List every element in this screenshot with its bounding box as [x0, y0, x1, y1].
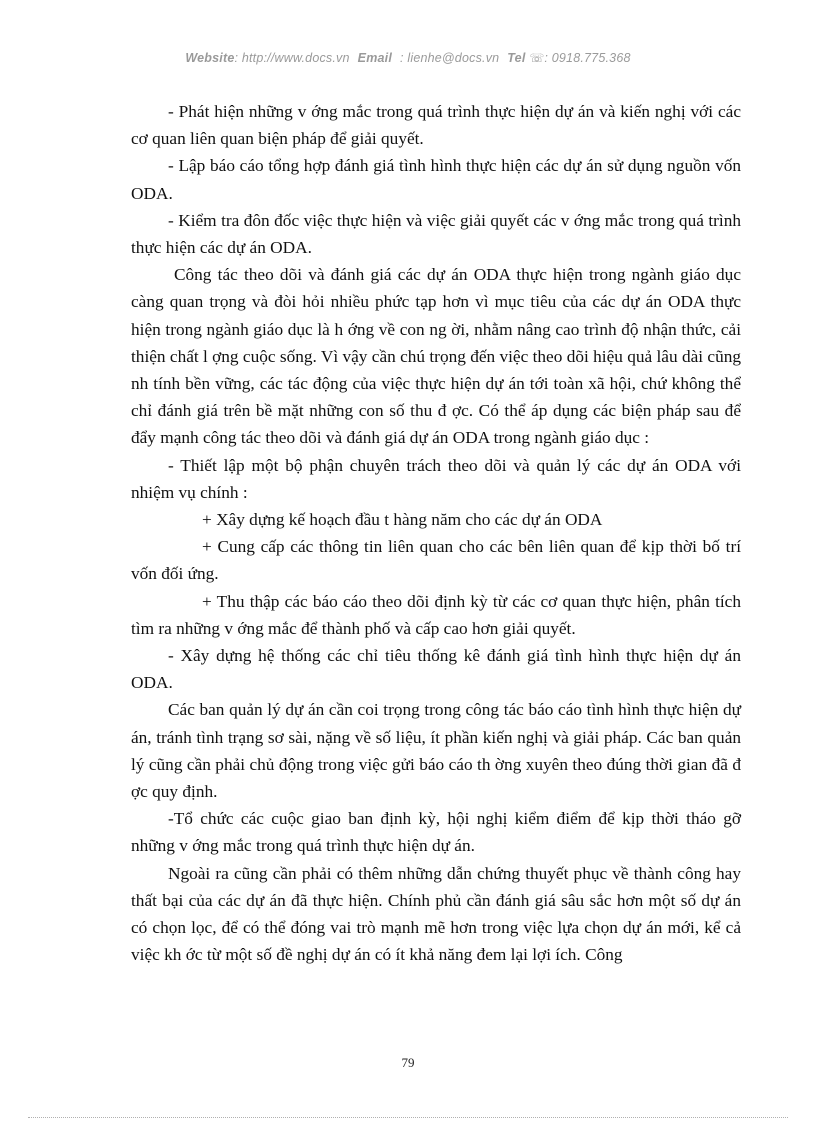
paragraph: + Thu thập các báo cáo theo dõi định kỳ từ các cơ quan thực hiện, phân tích tìm ra những v ớng mắc để thành phố và cấp cao hơn giải quyết.: [131, 591, 741, 638]
paragraph: + Cung cấp các thông tin liên quan cho các bên liên quan để kịp thời bố trí vốn đối ứng.: [131, 537, 741, 584]
paragraph: - Lập báo cáo tổng hợp đánh giá tình hình thực hiện các dự án sử dụng nguồn vốn ODA.: [131, 156, 741, 203]
email-label: Email: [357, 51, 393, 65]
paragraph: - Xây dựng hệ thống các chỉ tiêu thống kê đánh giá tình hình thực hiện dự án ODA.: [131, 646, 741, 693]
email-value: : lienhe@docs.vn: [400, 51, 500, 65]
paragraph: + Xây dựng kế hoạch đầu t hàng năm cho các dự án ODA: [202, 510, 603, 530]
paragraph: - Kiểm tra đôn đốc việc thực hiện và việc giải quyết các v ớng mắc trong quá trình thực hiện các dự án ODA.: [131, 210, 741, 258]
page-header: [0, 51, 816, 65]
document-body: [131, 98, 741, 969]
website-value: : http://www.docs.vn: [234, 51, 350, 65]
page-number: 79: [401, 1055, 415, 1070]
tel-label: Tel: [507, 51, 526, 65]
paragraph: - Phát hiện những v ớng mắc trong quá trình thực hiện dự án và kiến nghị với các cơ quan liên quan biện pháp để giải quyết.: [131, 102, 741, 149]
paragraph: -Tổ chức các cuộc giao ban định kỳ, hội nghị kiểm điểm để kịp thời tháo gỡ những v ớng mắc trong quá trình thực hiện dự án.: [131, 809, 741, 856]
footer-divider: [28, 1117, 788, 1118]
tel-value: : 0918.775.368: [544, 51, 631, 65]
paragraph: Ngoài ra cũng cần phải có thêm những dẫn chứng thuyết phục về thành công hay thất bại của các dự án đã thực hiện. Chính phủ cần đánh giá sâu sắc hơn một số dự án có chọn lọc, để có thể đóng vai trò mạnh mẽ hơn trong việc lựa chọn dự án mới, kể cả việc kh ớc từ một số đề nghị dự án có ít khả năng đem lại lợi ích. Công: [131, 863, 741, 965]
telephone-icon: ☏: [529, 51, 545, 65]
paragraph: - Thiết lập một bộ phận chuyên trách theo dõi và quản lý các dự án ODA với nhiệm vụ chính :: [131, 455, 741, 502]
website-label: Website: [185, 51, 235, 65]
paragraph: Công tác theo dõi và đánh giá các dự án ODA thực hiện trong ngành giáo dục càng quan trọng và đòi hỏi nhiều phức tạp hơn vì mục tiêu của các dự án ODA thực hiện trong ngành giáo dục là h ớng về con ng ời, nhằm nâng cao trình độ nhận thức, cải thiện chất l ợng cuộc sống. Vì vậy cần chú trọng đến việc theo dõi hiệu quả lâu dài cũng nh tính bền vững, các tác động của việc thực hiện dự án tới toàn xã hội, chứ không thể chỉ đánh giá trên bề mặt những con số thu đ ợc. Có thể áp dụng các biện pháp sau để đẩy mạnh công tác theo dõi và đánh giá dự án ODA trong ngành giáo dục :: [131, 265, 741, 448]
paragraph: Các ban quản lý dự án cần coi trọng trong công tác báo cáo tình hình thực hiện dự án, tránh tình trạng sơ sài, nặng về số liệu, ít phần kiến nghị và giải pháp. Các ban quản lý cũng cần phải chủ động trong việc gửi báo cáo th ờng xuyên theo đúng thời gian đã đ ợc quy định.: [131, 700, 741, 802]
